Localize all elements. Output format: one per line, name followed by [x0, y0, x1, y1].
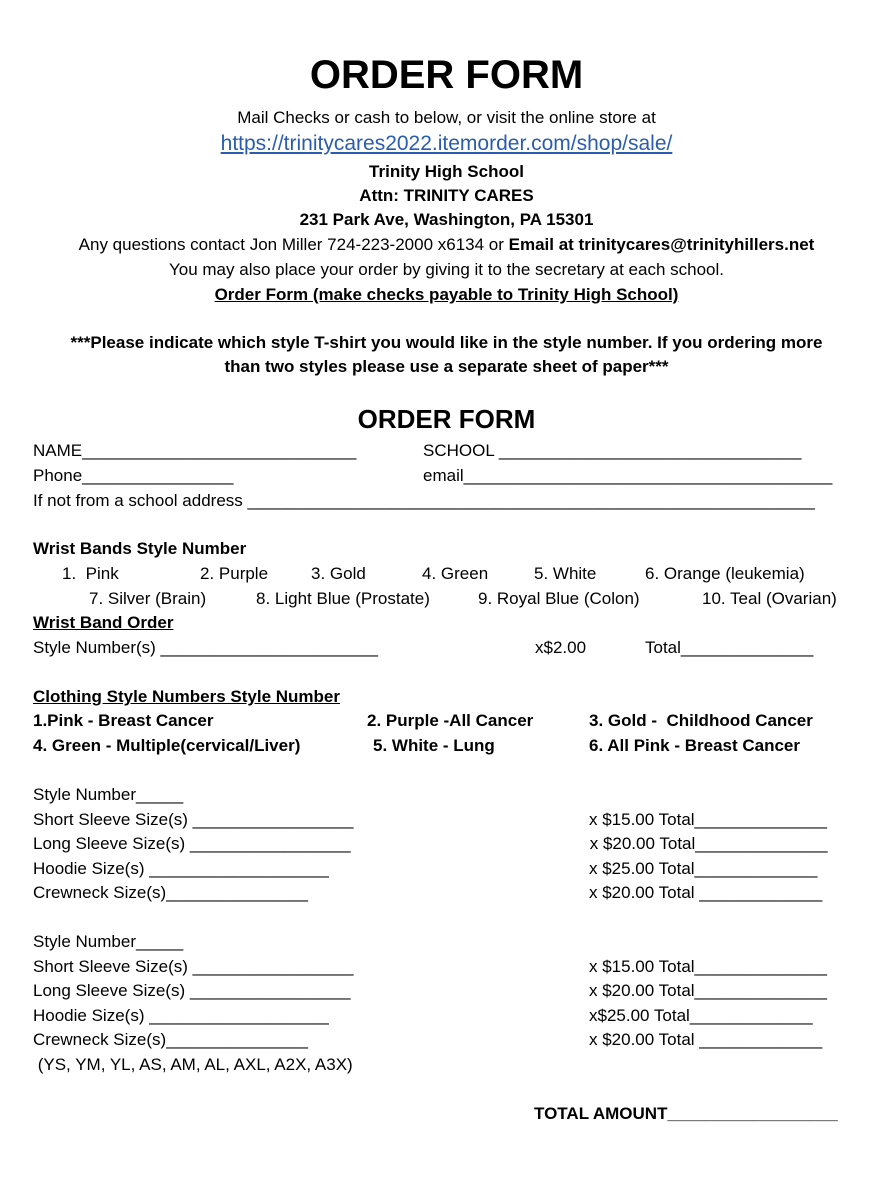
short-sleeve-total-2[interactable]: x $15.00 Total______________ — [589, 957, 827, 976]
crewneck-total-1[interactable]: x $20.00 Total _____________ — [589, 883, 823, 902]
short-sleeve-field-2[interactable]: Short Sleeve Size(s) _________________ — [33, 957, 354, 976]
wristband-color-royal-blue: 9. Royal Blue (Colon) — [478, 589, 640, 608]
attention-line: Attn: TRINITY CARES — [359, 186, 534, 205]
clothing-style-5: 5. White - Lung — [373, 736, 495, 755]
wristband-style-field[interactable]: Style Number(s) _______________________ — [33, 638, 378, 657]
wristband-color-green: 4. Green — [422, 564, 489, 583]
style-notice-line1: ***Please indicate which style T-shirt you would like in the style number. If you ordering more — [70, 333, 823, 352]
crewneck-field-2[interactable]: Crewneck Size(s)_______________ — [33, 1030, 309, 1049]
clothing-heading: Clothing Style Numbers Style Number — [33, 687, 340, 706]
contact-text: Any questions contact Jon Miller 724-223-2000 x6134 or — [78, 235, 509, 254]
wristband-color-pink: 1. Pink — [62, 564, 119, 583]
crewneck-total-2[interactable]: x $20.00 Total _____________ — [589, 1030, 823, 1049]
hoodie-total-2[interactable]: x$25.00 Total_____________ — [589, 1006, 813, 1025]
hoodie-field-1[interactable]: Hoodie Size(s) ___________________ — [33, 859, 329, 878]
long-sleeve-total-1[interactable]: x $20.00 Total______________ — [585, 834, 828, 853]
style-number-field-2[interactable]: Style Number_____ — [33, 932, 184, 951]
wristband-heading: Wrist Bands Style Number — [33, 539, 247, 558]
clothing-style-1: 1.Pink - Breast Cancer — [33, 711, 214, 730]
phone-field[interactable]: Phone________________ — [33, 466, 234, 485]
payable-note: Order Form (make checks payable to Trinity High School) — [214, 285, 679, 304]
wristband-order-heading: Wrist Band Order — [33, 613, 174, 632]
wristband-color-white: 5. White — [534, 564, 597, 583]
school-field[interactable]: SCHOOL ________________________________ — [423, 441, 802, 460]
page-title: ORDER FORM — [309, 53, 584, 97]
long-sleeve-total-2[interactable]: x $20.00 Total______________ — [589, 981, 827, 1000]
clothing-style-6: 6. All Pink - Breast Cancer — [589, 736, 801, 755]
form-title: ORDER FORM — [357, 404, 536, 434]
wristband-color-teal: 10. Teal (Ovarian) — [702, 589, 837, 608]
wristband-color-gold: 3. Gold — [311, 564, 366, 583]
style-number-field-1[interactable]: Style Number_____ — [33, 785, 184, 804]
crewneck-field-1[interactable]: Crewneck Size(s)_______________ — [33, 883, 309, 902]
clothing-style-4: 4. Green - Multiple(cervical/Liver) — [33, 736, 301, 755]
mailing-address: 231 Park Ave, Washington, PA 15301 — [299, 210, 594, 229]
wristband-price: x$2.00 — [535, 638, 587, 657]
contact-email: Email at trinitycares@trinityhillers.net — [508, 235, 815, 254]
wristband-color-silver: 7. Silver (Brain) — [89, 589, 207, 608]
school-name: Trinity High School — [369, 162, 524, 181]
hoodie-field-2[interactable]: Hoodie Size(s) ___________________ — [33, 1006, 329, 1025]
short-sleeve-field-1[interactable]: Short Sleeve Size(s) _________________ — [33, 810, 354, 829]
name-field[interactable]: NAME_____________________________ — [33, 441, 357, 460]
hoodie-total-1[interactable]: x $25.00 Total_____________ — [589, 859, 818, 878]
long-sleeve-field-2[interactable]: Long Sleeve Size(s) _________________ — [33, 981, 351, 1000]
address-field[interactable]: If not from a school address ____________________________________________________________ — [33, 491, 815, 510]
wristband-color-orange: 6. Orange (leukemia) — [645, 564, 805, 583]
secretary-note: You may also place your order by giving it to the secretary at each school. — [168, 260, 724, 279]
online-store-link[interactable]: https://trinitycares2022.itemorder.com/shop/sale/ — [220, 132, 673, 155]
wristband-total-field[interactable]: Total______________ — [645, 638, 814, 657]
mail-instructions: Mail Checks or cash to below, or visit the online store at — [237, 108, 656, 127]
wristband-color-light-blue: 8. Light Blue (Prostate) — [256, 589, 430, 608]
clothing-style-3: 3. Gold - Childhood Cancer — [589, 711, 813, 730]
total-amount-field[interactable]: TOTAL AMOUNT__________________ — [534, 1104, 838, 1123]
contact-line — [0, 235, 893, 255]
long-sleeve-field-1[interactable]: Long Sleeve Size(s) _________________ — [33, 834, 351, 853]
clothing-style-2: 2. Purple -All Cancer — [367, 711, 534, 730]
short-sleeve-total-1[interactable]: x $15.00 Total______________ — [589, 810, 827, 829]
email-field[interactable]: email_______________________________________ — [423, 466, 833, 485]
size-options: (YS, YM, YL, AS, AM, AL, AXL, A2X, A3X) — [33, 1055, 353, 1074]
style-notice-line2: than two styles please use a separate sheet of paper*** — [224, 357, 669, 376]
wristband-color-purple: 2. Purple — [200, 564, 269, 583]
